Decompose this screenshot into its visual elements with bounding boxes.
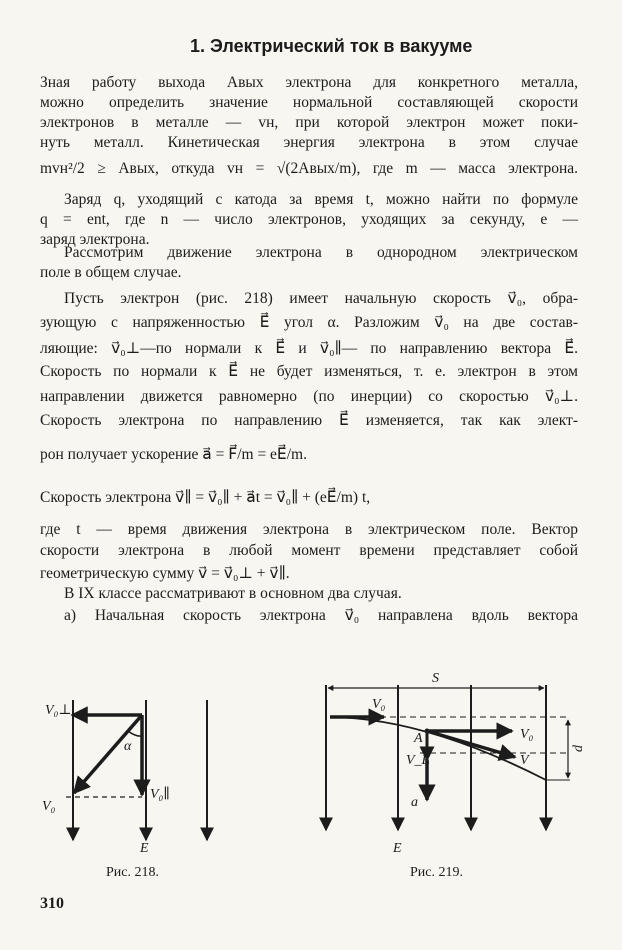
trajectory (330, 717, 546, 780)
text-line: геометрическую сумму v⃗ = v⃗₀⊥ + v⃗∥. (40, 565, 290, 582)
label-field: E (140, 841, 149, 856)
page-number: 310 (40, 895, 64, 912)
text-line: где t — время движения электрона в электрическом поле. Вектор (40, 521, 578, 538)
text-line: электронов в металле — vн, при которой электрон может поки- (40, 114, 578, 131)
label-distance: S (432, 671, 439, 686)
text-line: ляющие: v⃗₀⊥—по нормали к E⃗ и v⃗₀∥— по направлению вектора E⃗. (40, 340, 578, 357)
text-line: нуть металл. Кинетическая энергия электрона в этом случае (40, 134, 578, 151)
label-deflection: d (571, 745, 586, 752)
label-v0perp: V₀⊥ (45, 703, 72, 718)
formula-line: рон получает ускорение a⃗ = F⃗/m = eE⃗/m. (40, 446, 307, 463)
text-line: зующую с напряженностью E⃗ угол α. Разложим v⃗₀ на две состав- (40, 314, 578, 331)
text-line: Заряд q, уходящий с катода за время t, можно найти по формуле (64, 191, 578, 208)
text-line: направлении движется равномерно (по инерции) со скоростью v⃗₀⊥. (40, 388, 578, 405)
text-line: Рассмотрим движение электрона в однородном электрическом (64, 244, 578, 261)
text-line: поле в общем случае. (40, 264, 182, 281)
label-point: A (414, 731, 423, 746)
text-line: можно определить значение нормальной составляющей скорости (40, 94, 578, 111)
label-v0-right: V₀ (520, 727, 534, 742)
figure-219-caption: Рис. 219. (410, 865, 463, 880)
text-line: скорости электрона в любой момент времени представляет собой (40, 542, 578, 559)
text-line: Скорость по нормали к E⃗ не будет изменяться, т. е. электрон в этом (40, 363, 578, 380)
label-v0-top: V₀ (372, 697, 386, 712)
text-line: заряд электрона. (40, 231, 150, 248)
text-line: Пусть электрон (рис. 218) имеет начальную скорость v⃗₀, обра- (64, 290, 578, 307)
text-line: В IX классе рассматривают в основном два случая. (64, 585, 402, 602)
label-v0: V₀ (42, 799, 56, 814)
label-v: V (520, 753, 529, 768)
text-line: а) Начальная скорость электрона v⃗₀ направлена вдоль вектора (64, 607, 578, 624)
text-line: Скорость электрона по направлению E⃗ изменяется, так как элект- (40, 412, 578, 429)
figure-218-caption: Рис. 218. (106, 865, 159, 880)
formula-line: mvн²/2 ≥ Aвых, откуда vн = √(2Aвых/m), где m — масса электрона. (40, 160, 578, 177)
label-accel: a (411, 795, 418, 810)
label-field: E (393, 841, 402, 856)
label-vE: V_E (406, 753, 431, 768)
label-alpha: α (124, 739, 132, 754)
formula-line: Скорость электрона v⃗∥ = v⃗₀∥ + a⃗t = v⃗₀∥ + (eE⃗/m) t, (40, 489, 371, 506)
section-title: 1. Электрический ток в вакууме (190, 36, 473, 56)
text-line: Зная работу выхода Aвых электрона для конкретного металла, (40, 74, 578, 91)
text-line: q = ent, где n — число электронов, уходящих за секунду, e — (40, 211, 578, 228)
label-v0par: V₀∥ (150, 787, 170, 802)
